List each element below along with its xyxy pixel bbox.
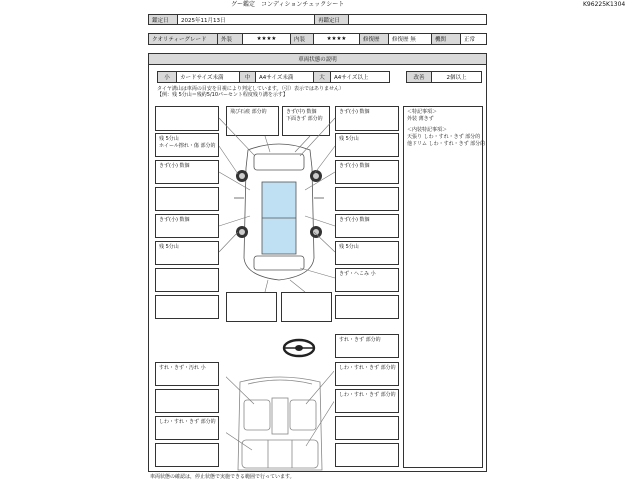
legend-medium-desc: A4サイズ未満 — [255, 71, 314, 83]
interior-stars: ★★★★ — [313, 33, 360, 45]
steering-wheel-icon — [282, 338, 316, 358]
tire-note: タイヤ溝山は車両の目安を目視により判定しています。（引）表示ではありません） — [157, 86, 345, 92]
ext-notes-text: 外装 薄きず — [407, 116, 434, 122]
box-right-mid-2: きず(小) 数個 — [335, 214, 399, 238]
engine-value: 正常 — [460, 33, 487, 45]
box-rear-right: きず・へこみ 小 — [335, 268, 399, 292]
glass-value: 2個以上 — [431, 71, 482, 83]
box-steering: すれ・きず 部分的 — [335, 334, 399, 358]
legend-small-desc: カードサイズ未満 — [176, 71, 240, 83]
box-right-mid-1: きず(小) 数個 — [335, 160, 399, 184]
quality-grade-label: クオリティーグレード — [148, 33, 218, 45]
box-left-mid-1: きず(小) 数個 — [155, 160, 219, 184]
reappraisal-label: 再鑑定日 — [314, 14, 349, 25]
footer-note: 車両状態の確認は，停止状態で実施できる範囲で行っています。 — [150, 474, 295, 480]
legend-medium-label: 中 — [239, 71, 256, 83]
legend-large-label: 大 — [313, 71, 331, 83]
box-left-tire-front: 残 5分山 ホイール擦れ・傷 部分的 — [155, 133, 219, 157]
interior-label: 内装 — [290, 33, 314, 45]
glass-label: 改善 — [406, 71, 432, 83]
box-seat-right-front: しわ・すれ・きず 部分的 — [335, 362, 399, 386]
exterior-stars: ★★★★ — [242, 33, 291, 45]
box-front-bumper: 飛び石痕 部分的 — [226, 106, 279, 136]
engine-label: 機関 — [431, 33, 461, 45]
box-empty-left-5 — [155, 389, 219, 413]
int-notes-text-1: 天張り しわ・すれ・きず 部分的 — [407, 134, 481, 140]
box-empty-left-6 — [155, 443, 219, 467]
vehicle-code: K96225K1304 — [583, 1, 626, 8]
ext-notes-title: ＜特記事項＞ — [407, 109, 438, 115]
box-empty-right-6 — [335, 443, 399, 467]
int-notes-title: ＜内装特記事項＞ — [407, 127, 448, 133]
box-left-tire-rear: 残 5分山 — [155, 241, 219, 265]
box-right-tire-rear: 残 5分山 — [335, 241, 399, 265]
repair-history-label: 修復歴 — [359, 33, 389, 45]
int-notes-text-2: 他ドリム しわ・すれ・きず 部分的 — [407, 141, 486, 147]
exterior-label: 外装 — [217, 33, 243, 45]
box-right-tire-front: 残 5分山 — [335, 133, 399, 157]
repair-history-value: 修復歴 無 — [388, 33, 432, 45]
box-seat-left-front: すれ・きず・汚れ 小 — [155, 362, 219, 386]
box-seat-right-rear: しわ・すれ・きず 部分的 — [335, 389, 399, 413]
reappraisal-value — [348, 14, 487, 25]
leader-lines — [150, 100, 410, 340]
date-value: 2025年11月13日 — [177, 14, 315, 25]
date-label: 鑑定日 — [148, 14, 178, 25]
tire-note-example: 【例：残 5分山＝残約5/10パーセント程度残り溝を示す】 — [157, 92, 288, 98]
box-empty-right-5 — [335, 416, 399, 440]
car-interior-diagram — [226, 370, 334, 472]
legend-large-desc: A4サイズ以上 — [330, 71, 390, 83]
legend-small-label: 小 — [157, 71, 177, 83]
sheet-title: グー鑑定 コンディションチェックシート — [231, 1, 345, 8]
box-front-right-top: きず(小) 数個 — [335, 106, 399, 131]
box-seat-left-rear: しわ・すれ・きず 部分的 — [155, 416, 219, 440]
box-left-mid-2: きず(小) 数個 — [155, 214, 219, 238]
special-notes-box — [403, 106, 486, 468]
box-front-right-center: きず(中) 数個 下面きず 部分的 — [282, 106, 330, 136]
section-title: 車両状態の説明 — [148, 53, 487, 65]
